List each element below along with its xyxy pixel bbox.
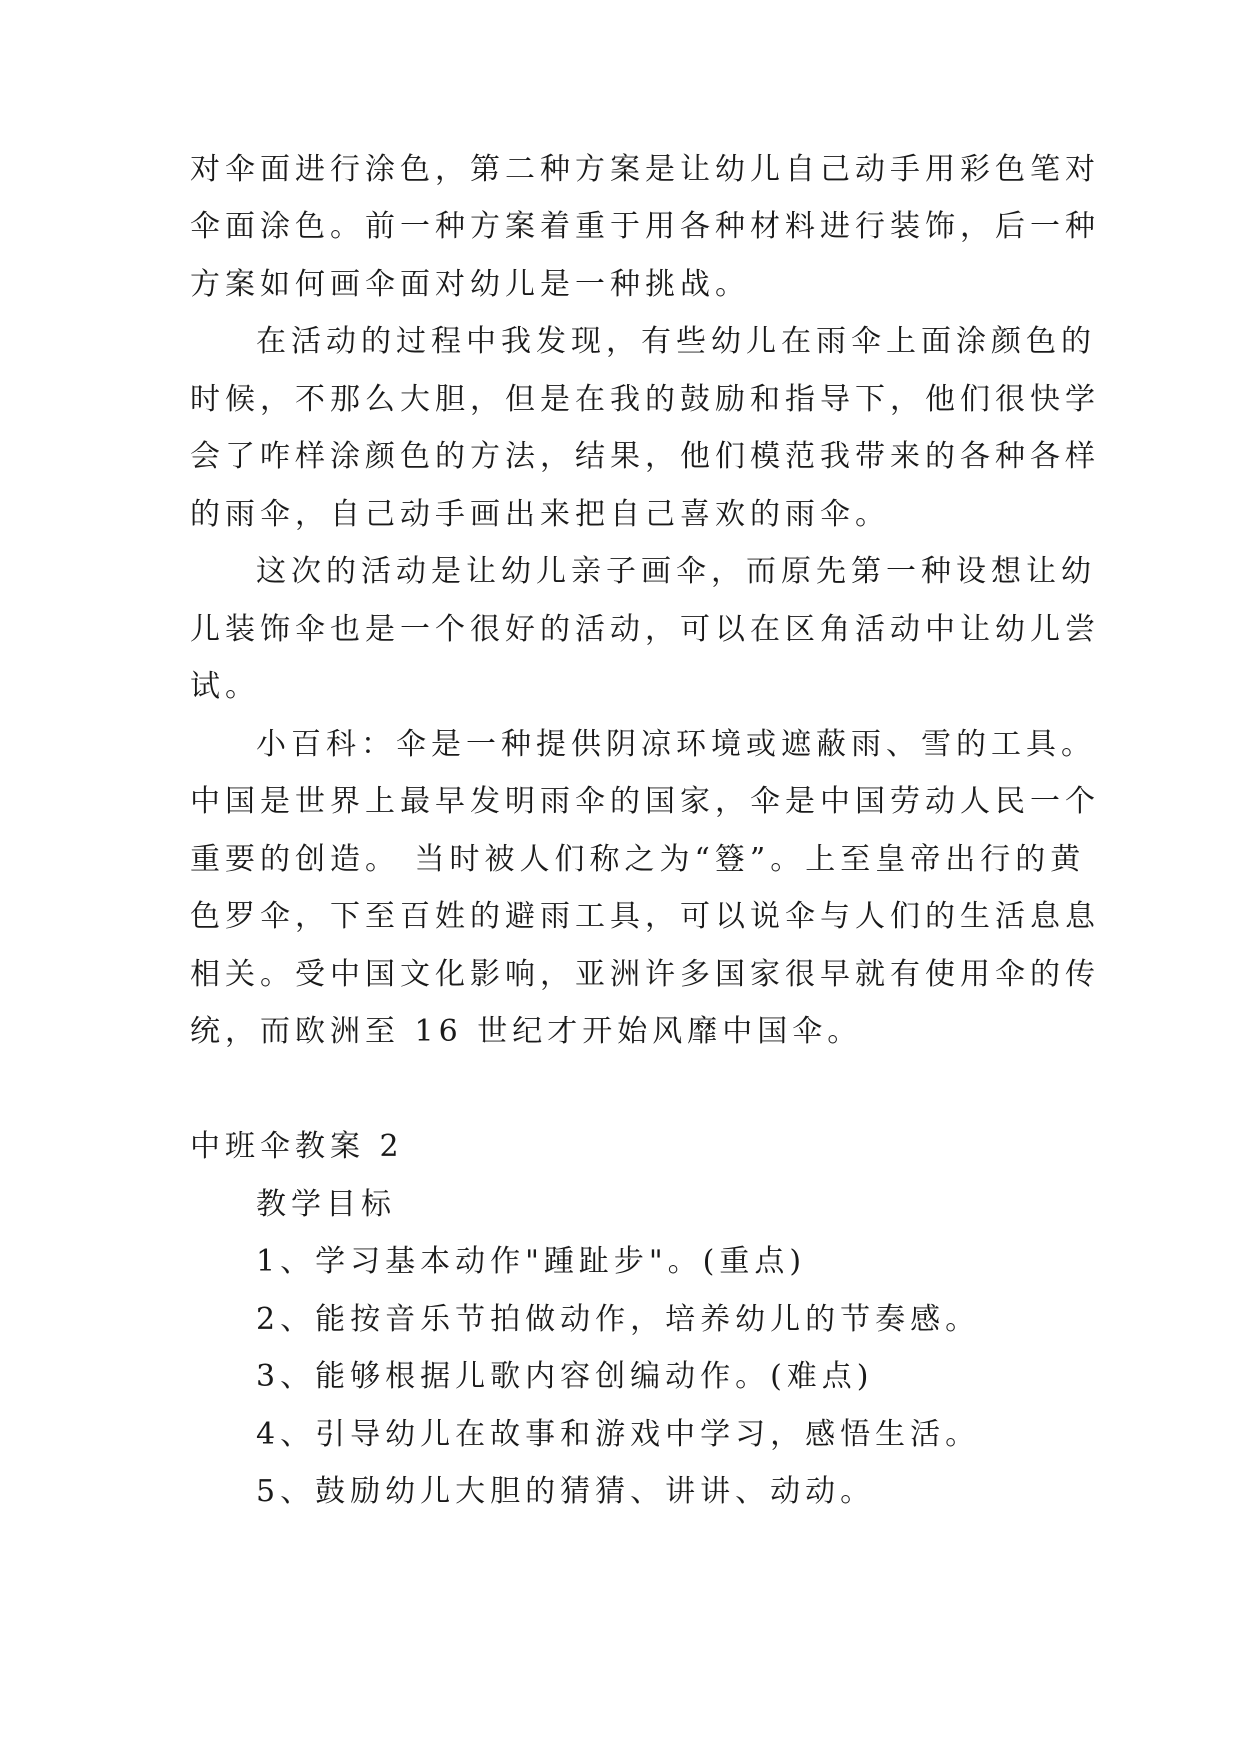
paragraph-line: 统，而欧洲至 16 世纪才开始风靡中国伞。	[190, 1014, 863, 1049]
section-title: 中班伞教案 2	[190, 1129, 404, 1164]
paragraph-line: 时候，不那么大胆，但是在我的鼓励和指导下，他们很快学	[190, 382, 1100, 417]
paragraph-line: 对伞面进行涂色，第二种方案是让幼儿自己动手用彩色笔对	[190, 152, 1100, 187]
paragraph-line: 在活动的过程中我发现，有些幼儿在雨伞上面涂颜色的	[256, 324, 1096, 359]
paragraph-line: 中国是世界上最早发明雨伞的国家，伞是中国劳动人民一个	[190, 784, 1100, 819]
goal-item: 2、能按音乐节拍做动作，培养幼儿的节奏感。	[256, 1302, 981, 1337]
paragraph-line: 伞面涂色。前一种方案着重于用各种材料进行装饰，后一种	[190, 209, 1100, 244]
goal-item: 4、引导幼儿在故事和游戏中学习，感悟生活。	[256, 1417, 981, 1452]
paragraph-line: 方案如何画伞面对幼儿是一种挑战。	[190, 267, 750, 302]
goal-item: 3、能够根据儿歌内容创编动作。(难点)	[256, 1359, 874, 1394]
goals-heading: 教学目标	[256, 1187, 396, 1222]
paragraph-line: 儿装饰伞也是一个很好的活动，可以在区角活动中让幼儿尝	[190, 612, 1100, 647]
paragraph-line: 相关。受中国文化影响，亚洲许多国家很早就有使用伞的传	[190, 957, 1100, 992]
paragraph-line: 的雨伞，自己动手画出来把自己喜欢的雨伞。	[190, 497, 890, 532]
paragraph-line: 小百科：伞是一种提供阴凉环境或遮蔽雨、雪的工具。	[256, 727, 1096, 762]
paragraph-line: 色罗伞，下至百姓的避雨工具，可以说伞与人们的生活息息	[190, 899, 1100, 934]
paragraph-line: 会了咋样涂颜色的方法，结果，他们模范我带来的各种各样	[190, 439, 1100, 474]
goal-item: 1、学习基本动作"踵趾步"。(重点)	[256, 1244, 807, 1279]
paragraph-line: 试。	[190, 669, 260, 704]
paragraph-line: 这次的活动是让幼儿亲子画伞，而原先第一种设想让幼	[256, 554, 1096, 589]
paragraph-line: 重要的创造。 当时被人们称之为“簦”。上至皇帝出行的黄	[190, 842, 1086, 877]
goal-item: 5、鼓励幼儿大胆的猜猜、讲讲、动动。	[256, 1474, 876, 1509]
